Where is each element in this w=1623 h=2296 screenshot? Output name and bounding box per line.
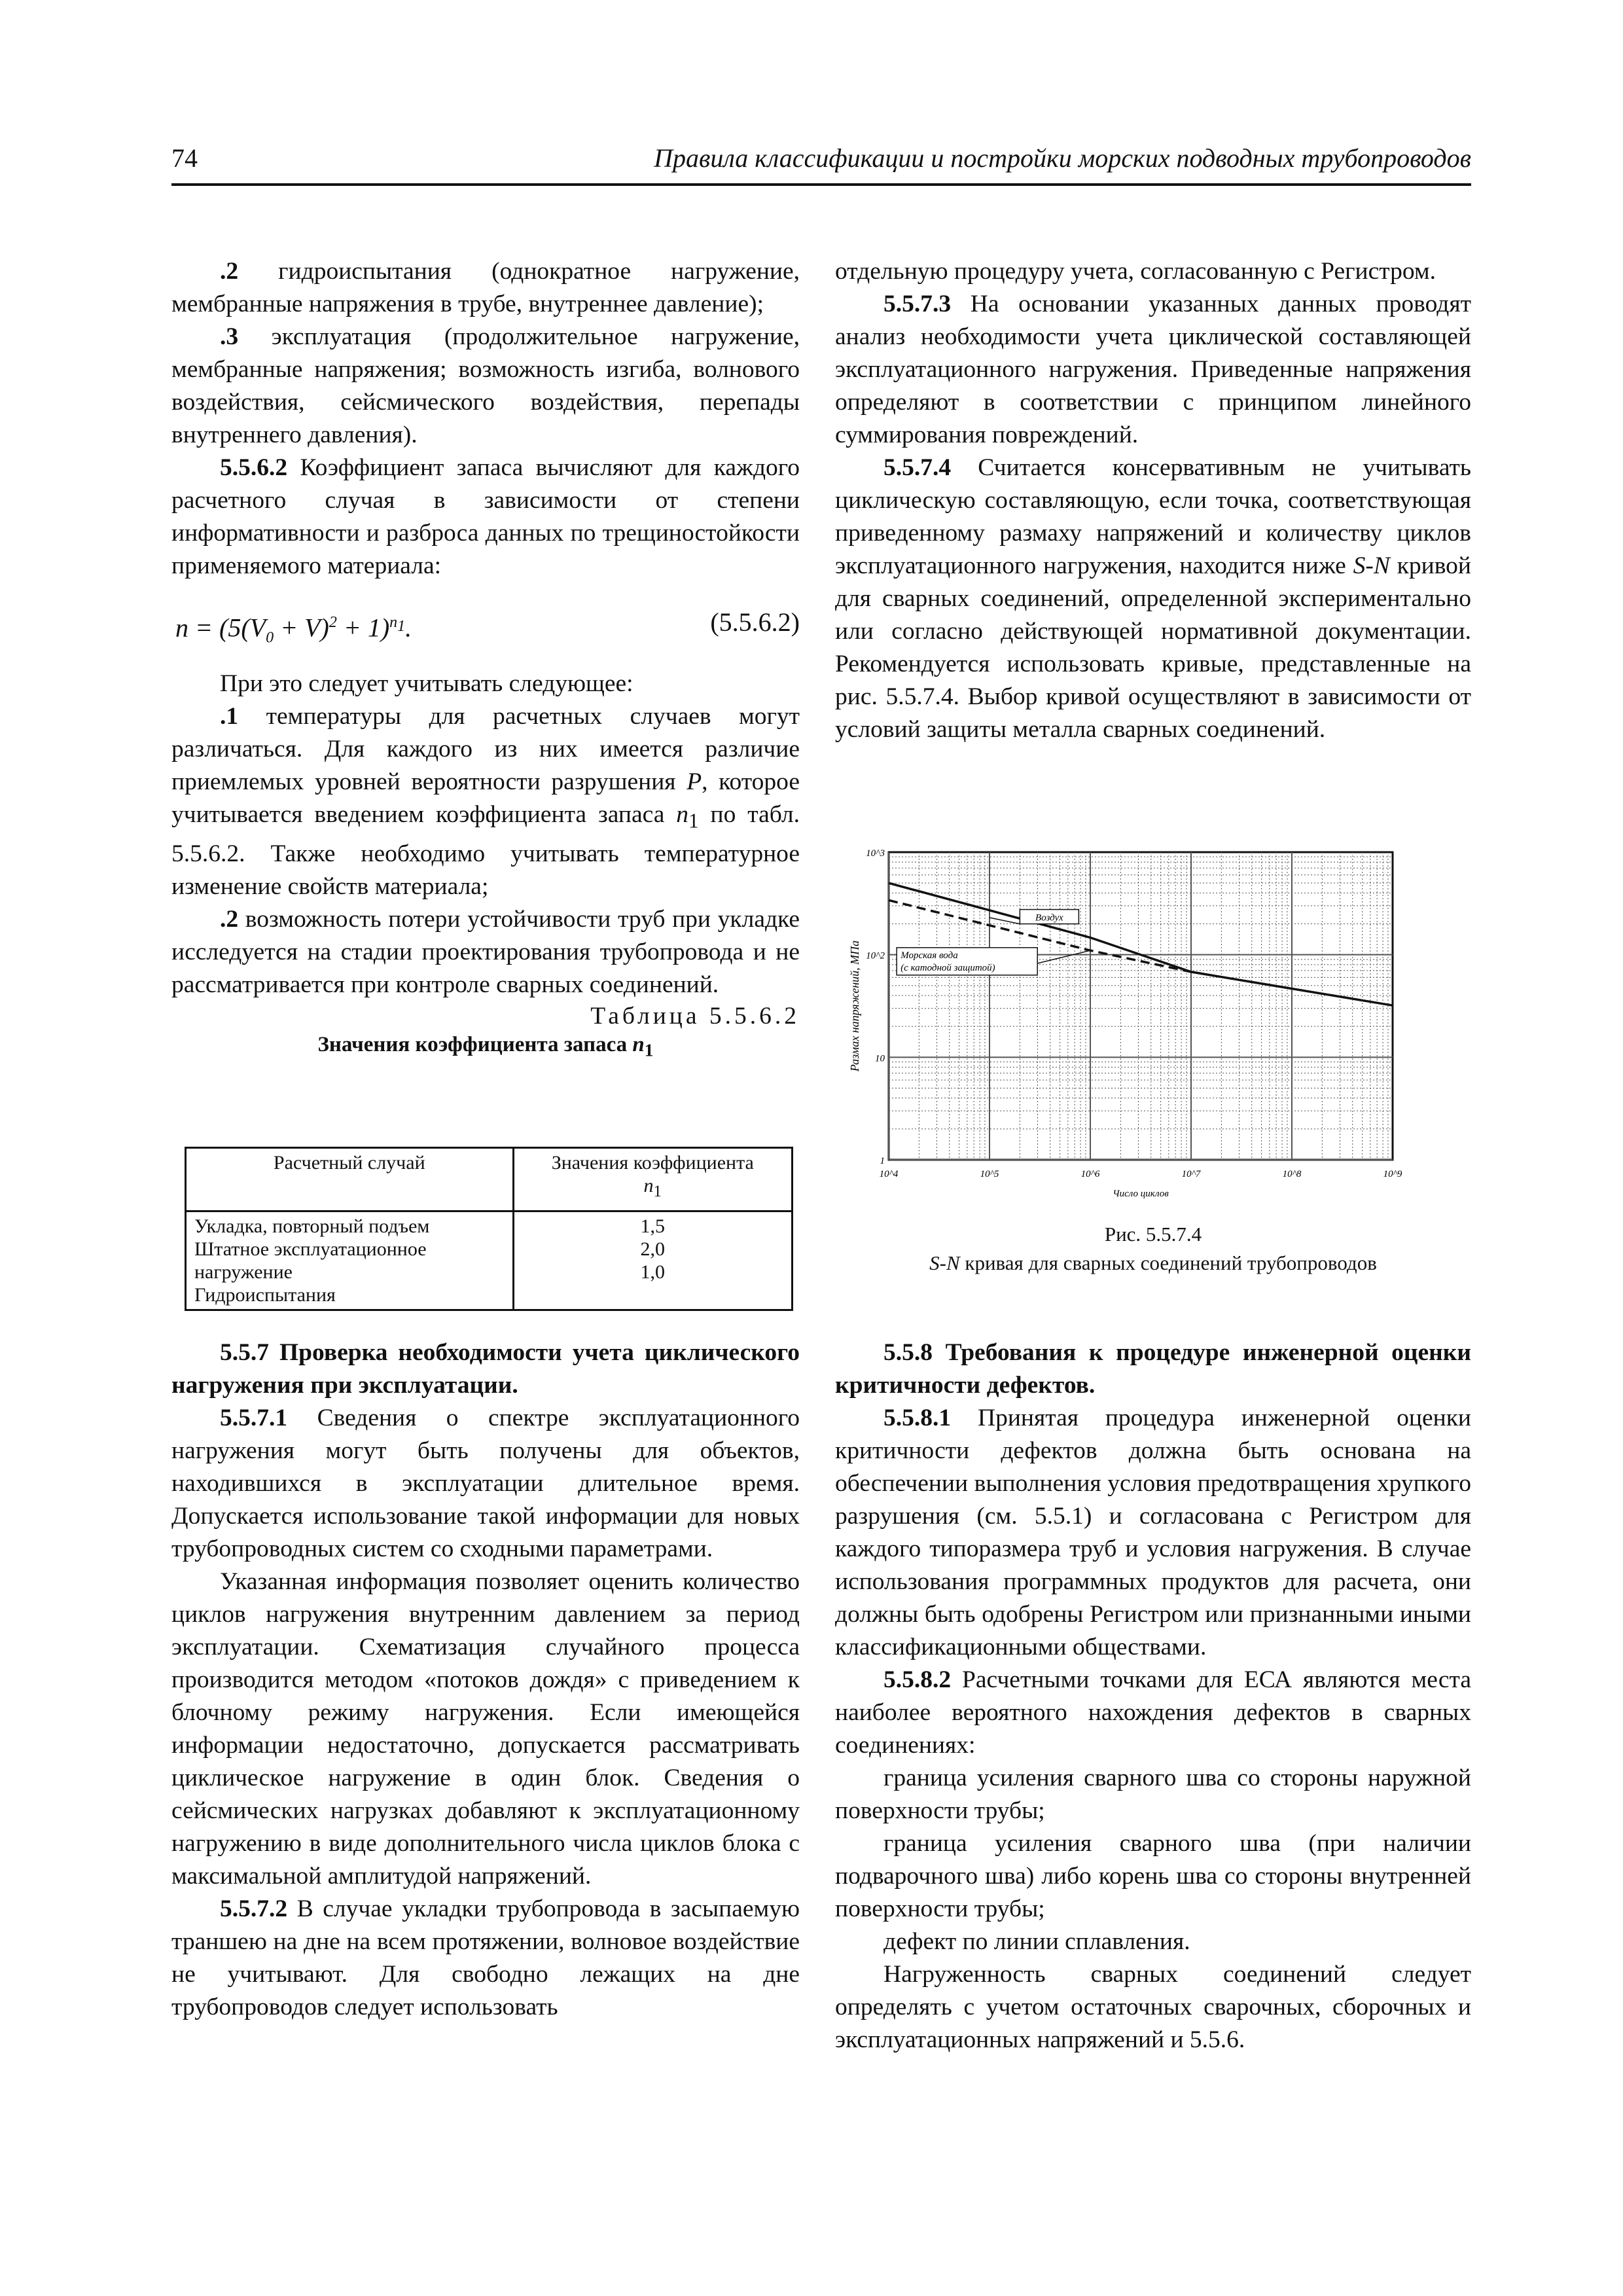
plot-frame [889, 852, 1393, 1160]
column-header: Расчетный случай [186, 1148, 514, 1211]
paragraph [171, 1402, 800, 1566]
right-column-bottom [835, 1336, 1471, 2056]
figure-title: S-N кривая для сварных соединений трубопроводов [929, 1251, 1377, 1274]
page-number: 74 [171, 143, 198, 173]
clause-number: 5.5.7.2 [220, 1895, 288, 1922]
annotation-label: Морская вода [901, 950, 958, 961]
x-axis-label: Число циклов [1113, 1189, 1169, 1199]
paragraph: Нагруженность сварных соединений следует определять с учетом остаточных сварочных, сборочных и эксплуатационных напряжений и 5.5.6. [835, 1961, 1471, 2053]
formula-number: (5.5.6.2) [710, 607, 800, 637]
x-tick-label: 10^8 [1282, 1169, 1302, 1179]
paragraph [171, 321, 800, 452]
item-number: .2 [220, 905, 239, 933]
paragraph: .1 температуры для расчетных случаев могут различаться. Для каждого из них имеется различие приемлемых уровней вероятности разрушения P, которое учитывается введением коэффициента запаса $n_1$ по табл. 5.5.6.2. Также необходимо учитывать температурное изменение свойств материала; [171, 703, 800, 900]
paragraph: дефект по линии сплавления. [883, 1928, 1190, 1955]
paragraph-text: возможность потери устойчивости труб при укладке исследуется на стадии проектирования трубопровода и не рассматривается при контроле сварных соединений. [171, 905, 800, 998]
paragraph: граница усиления сварного шва (при наличии подварочного шва) либо корень шва со стороны внутренней поверхности трубы; [835, 1830, 1471, 1922]
annotation-label: (с катодной защитой) [901, 962, 995, 973]
y-tick-label: 10^3 [866, 848, 885, 859]
paragraph-text: На основании указанных данных проводят анализ необходимости учета циклической составляющей эксплуатационного нагружения. Приведенные напряжения определяют в соответствии с принципом линейного суммирования повреждений. [835, 291, 1471, 448]
x-tick-label: 10^9 [1383, 1169, 1402, 1179]
paragraph [835, 1664, 1471, 1762]
paragraph: При это следует учитывать следующее: [220, 670, 633, 697]
clause-number: 5.5.6.2 [220, 454, 288, 481]
formula-expression: $n = (5(V_0 + V)^2 + 1)^{n_1}$. [175, 613, 412, 647]
figure-number: Рис. 5.5.7.4 [1104, 1223, 1202, 1246]
x-tick-label: 10^6 [1080, 1169, 1100, 1179]
left-column-bottom [171, 1336, 800, 2024]
formula [171, 605, 800, 647]
paragraph-text: эксплуатация (продолжительное нагружение, мембранные напряжения; возможность изгиба, волнового воздействия, сейсмического воздействия, перепады внутреннего давления). [171, 323, 800, 448]
table-cell: 1,5 2,0 1,0 [513, 1211, 792, 1310]
paragraph [835, 1402, 1471, 1664]
clause-number: 5.5.7.1 [220, 1405, 288, 1431]
page-header [171, 139, 1471, 186]
table-label: Таблица 5.5.6.2 [590, 1002, 800, 1030]
paragraph: отдельную процедуру учета, согласованную с Регистром. [835, 258, 1436, 285]
column-header: Значения коэффициента $n_1$ [513, 1148, 792, 1211]
paragraph-text: гидроиспытания (однократное нагружение, мембранные напряжения в трубе, внутреннее давление); [171, 258, 800, 317]
sn-curve-figure [844, 846, 1407, 1199]
item-number: .3 [220, 323, 239, 350]
item-number: .2 [220, 258, 239, 285]
paragraph: 5.5.7.4 Считается консервативным не учитывать циклическую составляющую, если точка, соответствующая приведенному размаху напряжений и количеству циклов эксплуатационного нагружения, находится ниже S-N кривой для сварных соединений, определенной экспериментально или согласно действующей нормативной документации. Рекомендуется использовать кривые, представленные на рис. 5.5.7.4. Выбор кривой осуществляют в зависимости от условий защиты металла сварных соединений. [835, 454, 1471, 743]
y-tick-label: 1 [880, 1156, 885, 1166]
table-row [186, 1211, 793, 1310]
sn-curve-chart [844, 846, 1407, 1199]
table-cell: Укладка, повторный подъем Штатное эксплуатационное нагружение Гидроиспытания [186, 1211, 514, 1310]
item-number: .1 [220, 703, 239, 730]
figure-caption [835, 1220, 1471, 1278]
safety-factor-table [185, 1147, 793, 1311]
paragraph-text: Принятая процедура инженерной оценки критичности дефектов должна быть основана на обеспечении выполнения условия предотвращения хрупкого разрушения (см. 5.5.1) и согласована с Регистром для каждого типоразмера труб и условия нагружения. В случае использования программных продуктов для расчета, они должны быть одобрены Регистром или признанными иными классификационными обществами. [835, 1405, 1471, 1660]
section-heading: 5.5.7 Проверка необходимости учета циклического нагружения при эксплуатации. [171, 1339, 800, 1399]
clause-number: 5.5.8.2 [883, 1666, 952, 1693]
x-tick-label: 10^5 [980, 1169, 999, 1179]
paragraph: Указанная информация позволяет оценить количество циклов нагружения внутренним давлением за период эксплуатации. Схематизация случайного процесса производится методом «потоков дождя» с приведением к блочному режиму нагружения. Если имеющейся информации недостаточно, допускается рассматривать циклическое нагружение в один блок. Сведения о сейсмических нагрузках добавляют к эксплуатационному нагружению в виде дополнительного числа циклов блока с максимальной амплитудой напряжений. [171, 1568, 800, 1890]
x-tick-label: 10^7 [1181, 1169, 1201, 1179]
paragraph [171, 903, 800, 1001]
clause-number: 5.5.8.1 [883, 1405, 952, 1431]
y-tick-label: 10^2 [866, 950, 885, 961]
table-header-row [186, 1148, 793, 1211]
paragraph [171, 1893, 800, 2024]
section-heading: 5.5.8 Требования к процедуре инженерной оценки критичности дефектов. [835, 1339, 1471, 1399]
right-column-top [835, 255, 1471, 746]
paragraph-text: Расчетными точками для ЕСА являются места наиболее вероятного нахождения дефектов в сварных соединениях: [835, 1666, 1471, 1759]
left-column-top [171, 255, 800, 1063]
paragraph [171, 452, 800, 583]
x-tick-label: 10^4 [879, 1169, 899, 1179]
y-axis-label: Размах напряжений, МПа [848, 940, 861, 1072]
paragraph [835, 288, 1471, 452]
annotation-label: Воздух [1035, 912, 1063, 924]
running-title: Правила классификации и постройки морских подводных трубопроводов [654, 143, 1471, 173]
clause-number: 5.5.7.3 [883, 291, 952, 317]
paragraph: граница усиления сварного шва со стороны наружной поверхности трубы; [835, 1765, 1471, 1824]
paragraph [171, 255, 800, 321]
clause-number: 5.5.7.4 [883, 454, 952, 481]
y-tick-label: 10 [875, 1053, 885, 1064]
paragraph-text: Коэффициент запаса вычисляют для каждого расчетного случая в зависимости от степени информативности и разброса данных по трещиностойкости применяемого материала: [171, 454, 800, 579]
paragraph-text: В случае укладки трубопровода в засыпаемую траншею на дне на всем протяжении, волновое воздействие не учитывают. Для свободно лежащих на дне трубопроводов следует использовать [171, 1895, 800, 2020]
paragraph-text: Сведения о спектре эксплуатационного нагружения могут быть получены для объектов, находившихся в эксплуатации длительное время. Допускается использование такой информации для новых трубопроводных систем со сходными параметрами. [171, 1405, 800, 1562]
table-caption: Значения коэффициента запаса $n_1$ [317, 1032, 654, 1060]
